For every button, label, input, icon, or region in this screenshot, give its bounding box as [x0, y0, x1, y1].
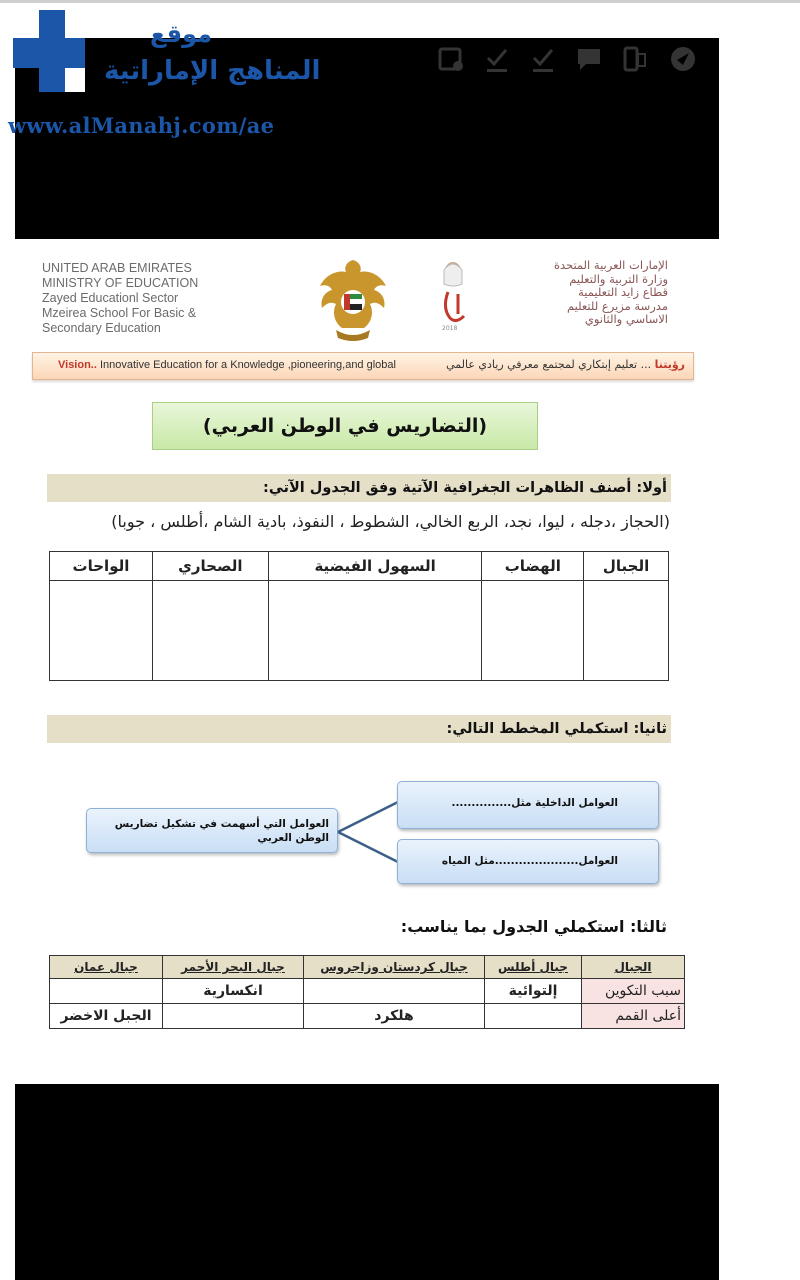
- answer-cell[interactable]: [152, 581, 268, 681]
- row-header: أعلى القمم: [582, 1004, 685, 1029]
- vision-arabic: رؤيتنا ... تعليم إبتكاري لمجتمع معرفي ريادي عالمي: [446, 358, 685, 371]
- table-header: جبال كردستان وزاجروس: [304, 956, 485, 979]
- site-logo-mark: [13, 10, 85, 92]
- message-icon: [574, 44, 604, 74]
- table-header: الصحاري: [152, 552, 268, 581]
- vision-english: Vision.. Innovative Education for a Knowledge ,pioneering,and global: [58, 359, 396, 371]
- check-icon: [528, 44, 558, 74]
- section3-heading: ثالثا: استكملي الجدول بما يناسب:: [400, 917, 667, 936]
- classification-table: [49, 551, 669, 681]
- mindmap-branch-internal[interactable]: العوامل الداخلية مثل...............: [397, 781, 659, 829]
- svg-text:2018: 2018: [442, 325, 458, 332]
- table-header: الهضاب: [482, 552, 584, 581]
- vision-bar: [32, 352, 694, 380]
- answer-cell[interactable]: [268, 581, 482, 681]
- table-header: السهول الفيضية: [268, 552, 482, 581]
- table-cell[interactable]: هلكرد: [304, 1004, 485, 1029]
- mindmap-connectors: [336, 798, 402, 866]
- phone-icon: [620, 44, 650, 74]
- table-cell[interactable]: انكسارية: [163, 979, 304, 1004]
- section1-items: (الحجاز ،دجله ، ليوا، نجد، الربع الخالي، الشطوط ، النفوذ، بادية الشام ،أطلس ، جوبا): [111, 512, 670, 531]
- section1-heading: أولا: أصنف الظاهرات الجغرافية الآتية وفق الجدول الآتي:: [47, 474, 671, 502]
- logo-url[interactable]: www.alManahj.com/ae: [8, 113, 275, 138]
- gallery-icon: [436, 44, 466, 74]
- logo-text-top: موقع: [150, 20, 213, 48]
- answer-cell[interactable]: [584, 581, 669, 681]
- section2-heading: ثانيا: استكملي المخطط التالي:: [47, 715, 671, 743]
- mountains-table: [49, 955, 685, 1029]
- table-cell[interactable]: [304, 979, 485, 1004]
- table-cell[interactable]: [485, 1004, 582, 1029]
- header-english: UNITED ARAB EMIRATES MINISTRY OF EDUCATION Zayed Educationl Sector Mzeirea School For Basic & Secondary Education: [42, 261, 199, 335]
- answer-cell[interactable]: [482, 581, 584, 681]
- table-cell[interactable]: [163, 1004, 304, 1029]
- compass-icon: [668, 44, 698, 74]
- row-header: سبب التكوين: [582, 979, 685, 1004]
- redacted-area-bottom: [15, 1084, 719, 1280]
- table-header: جبال عمان: [50, 956, 163, 979]
- table-header: جبال أطلس: [485, 956, 582, 979]
- check-icon: [482, 44, 512, 74]
- top-divider: [0, 0, 800, 3]
- mindmap-branch-external[interactable]: العوامل.....................مثل المياه: [397, 839, 659, 884]
- zayed-year-logo-icon: [436, 258, 470, 334]
- answer-cell[interactable]: [50, 581, 153, 681]
- table-header: الجبال: [582, 956, 685, 979]
- table-cell[interactable]: إلتوائية: [485, 979, 582, 1004]
- table-header: الجبال: [584, 552, 669, 581]
- table-header: الواحات: [50, 552, 153, 581]
- uae-emblem-icon: [316, 256, 390, 346]
- table-header: جبال البحر الأحمر: [163, 956, 304, 979]
- worksheet-title: (التضاريس في الوطن العربي): [152, 402, 538, 450]
- logo-text-main: المناهج الإماراتية: [104, 56, 321, 86]
- table-cell[interactable]: [50, 979, 163, 1004]
- table-cell[interactable]: الجبل الاخضر: [50, 1004, 163, 1029]
- mindmap-main-node: العوامل التي أسهمت في تشكيل تضاريس الوطن العربي: [86, 808, 338, 853]
- header-arabic: الإمارات العربية المتحدة وزارة التربية والتعليم قطاع زايد التعليمية مدرسة مزيرع للتعليم الاساسي والثانوي: [553, 258, 668, 326]
